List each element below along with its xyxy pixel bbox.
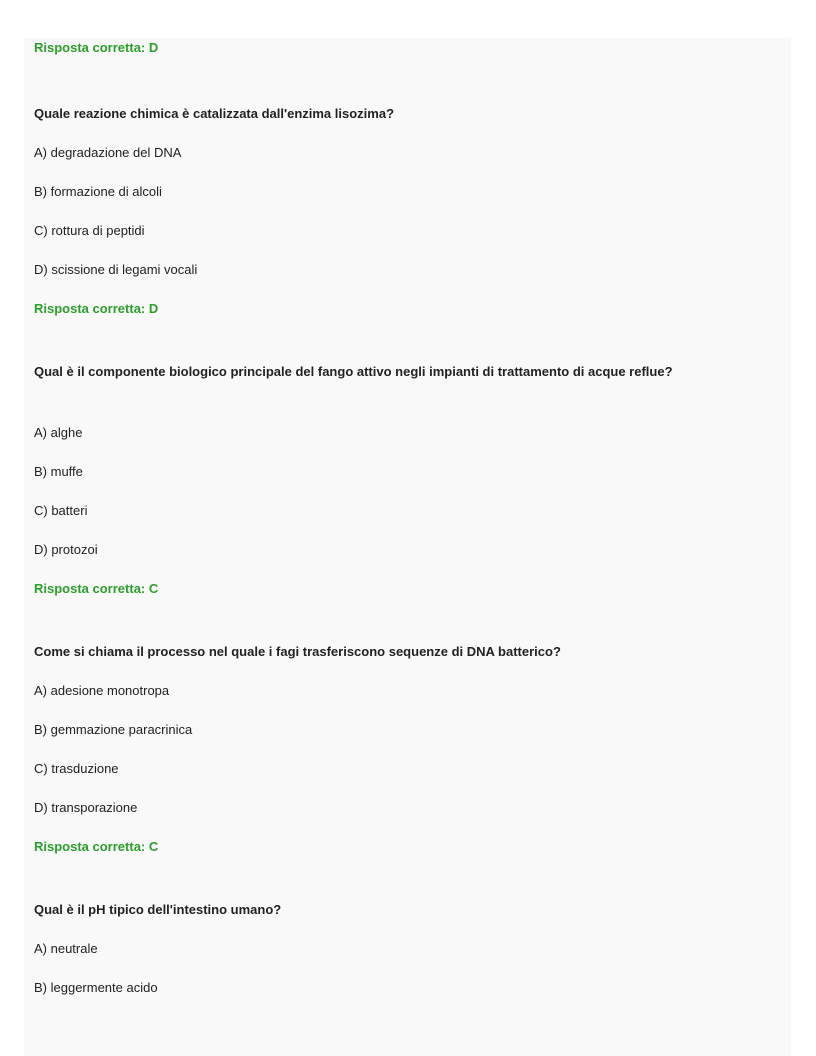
option-d: D) protozoi bbox=[34, 542, 98, 557]
option-a: A) neutrale bbox=[34, 941, 98, 956]
option-a: A) degradazione del DNA bbox=[34, 145, 182, 160]
option-d: D) transporazione bbox=[34, 800, 138, 815]
option-b: B) muffe bbox=[34, 464, 83, 479]
option-c: C) rottura di peptidi bbox=[34, 223, 145, 238]
question-text: Qual è il pH tipico dell'intestino umano? bbox=[34, 902, 282, 917]
option-b: B) formazione di alcoli bbox=[34, 184, 162, 199]
quiz-panel bbox=[24, 38, 791, 1056]
option-c: C) batteri bbox=[34, 503, 88, 518]
option-c: C) trasduzione bbox=[34, 761, 119, 776]
correct-answer-label: Risposta corretta: D bbox=[34, 301, 159, 316]
question-text: Quale reazione chimica è catalizzata dall'enzima lisozima? bbox=[34, 106, 395, 121]
correct-answer-label: Risposta corretta: C bbox=[34, 581, 159, 596]
option-a: A) alghe bbox=[34, 425, 83, 440]
option-d: D) scissione di legami vocali bbox=[34, 262, 198, 277]
correct-answer-label: Risposta corretta: C bbox=[34, 839, 159, 854]
correct-answer-label: Risposta corretta: D bbox=[34, 40, 159, 55]
question-text: Qual è il componente biologico principale del fango attivo negli impianti di trattamento di acque reflue? bbox=[34, 364, 673, 379]
question-text: Come si chiama il processo nel quale i fagi trasferiscono sequenze di DNA batterico? bbox=[34, 644, 561, 659]
option-b: B) gemmazione paracrinica bbox=[34, 722, 193, 737]
option-a: A) adesione monotropa bbox=[34, 683, 170, 698]
option-b: B) leggermente acido bbox=[34, 980, 158, 995]
